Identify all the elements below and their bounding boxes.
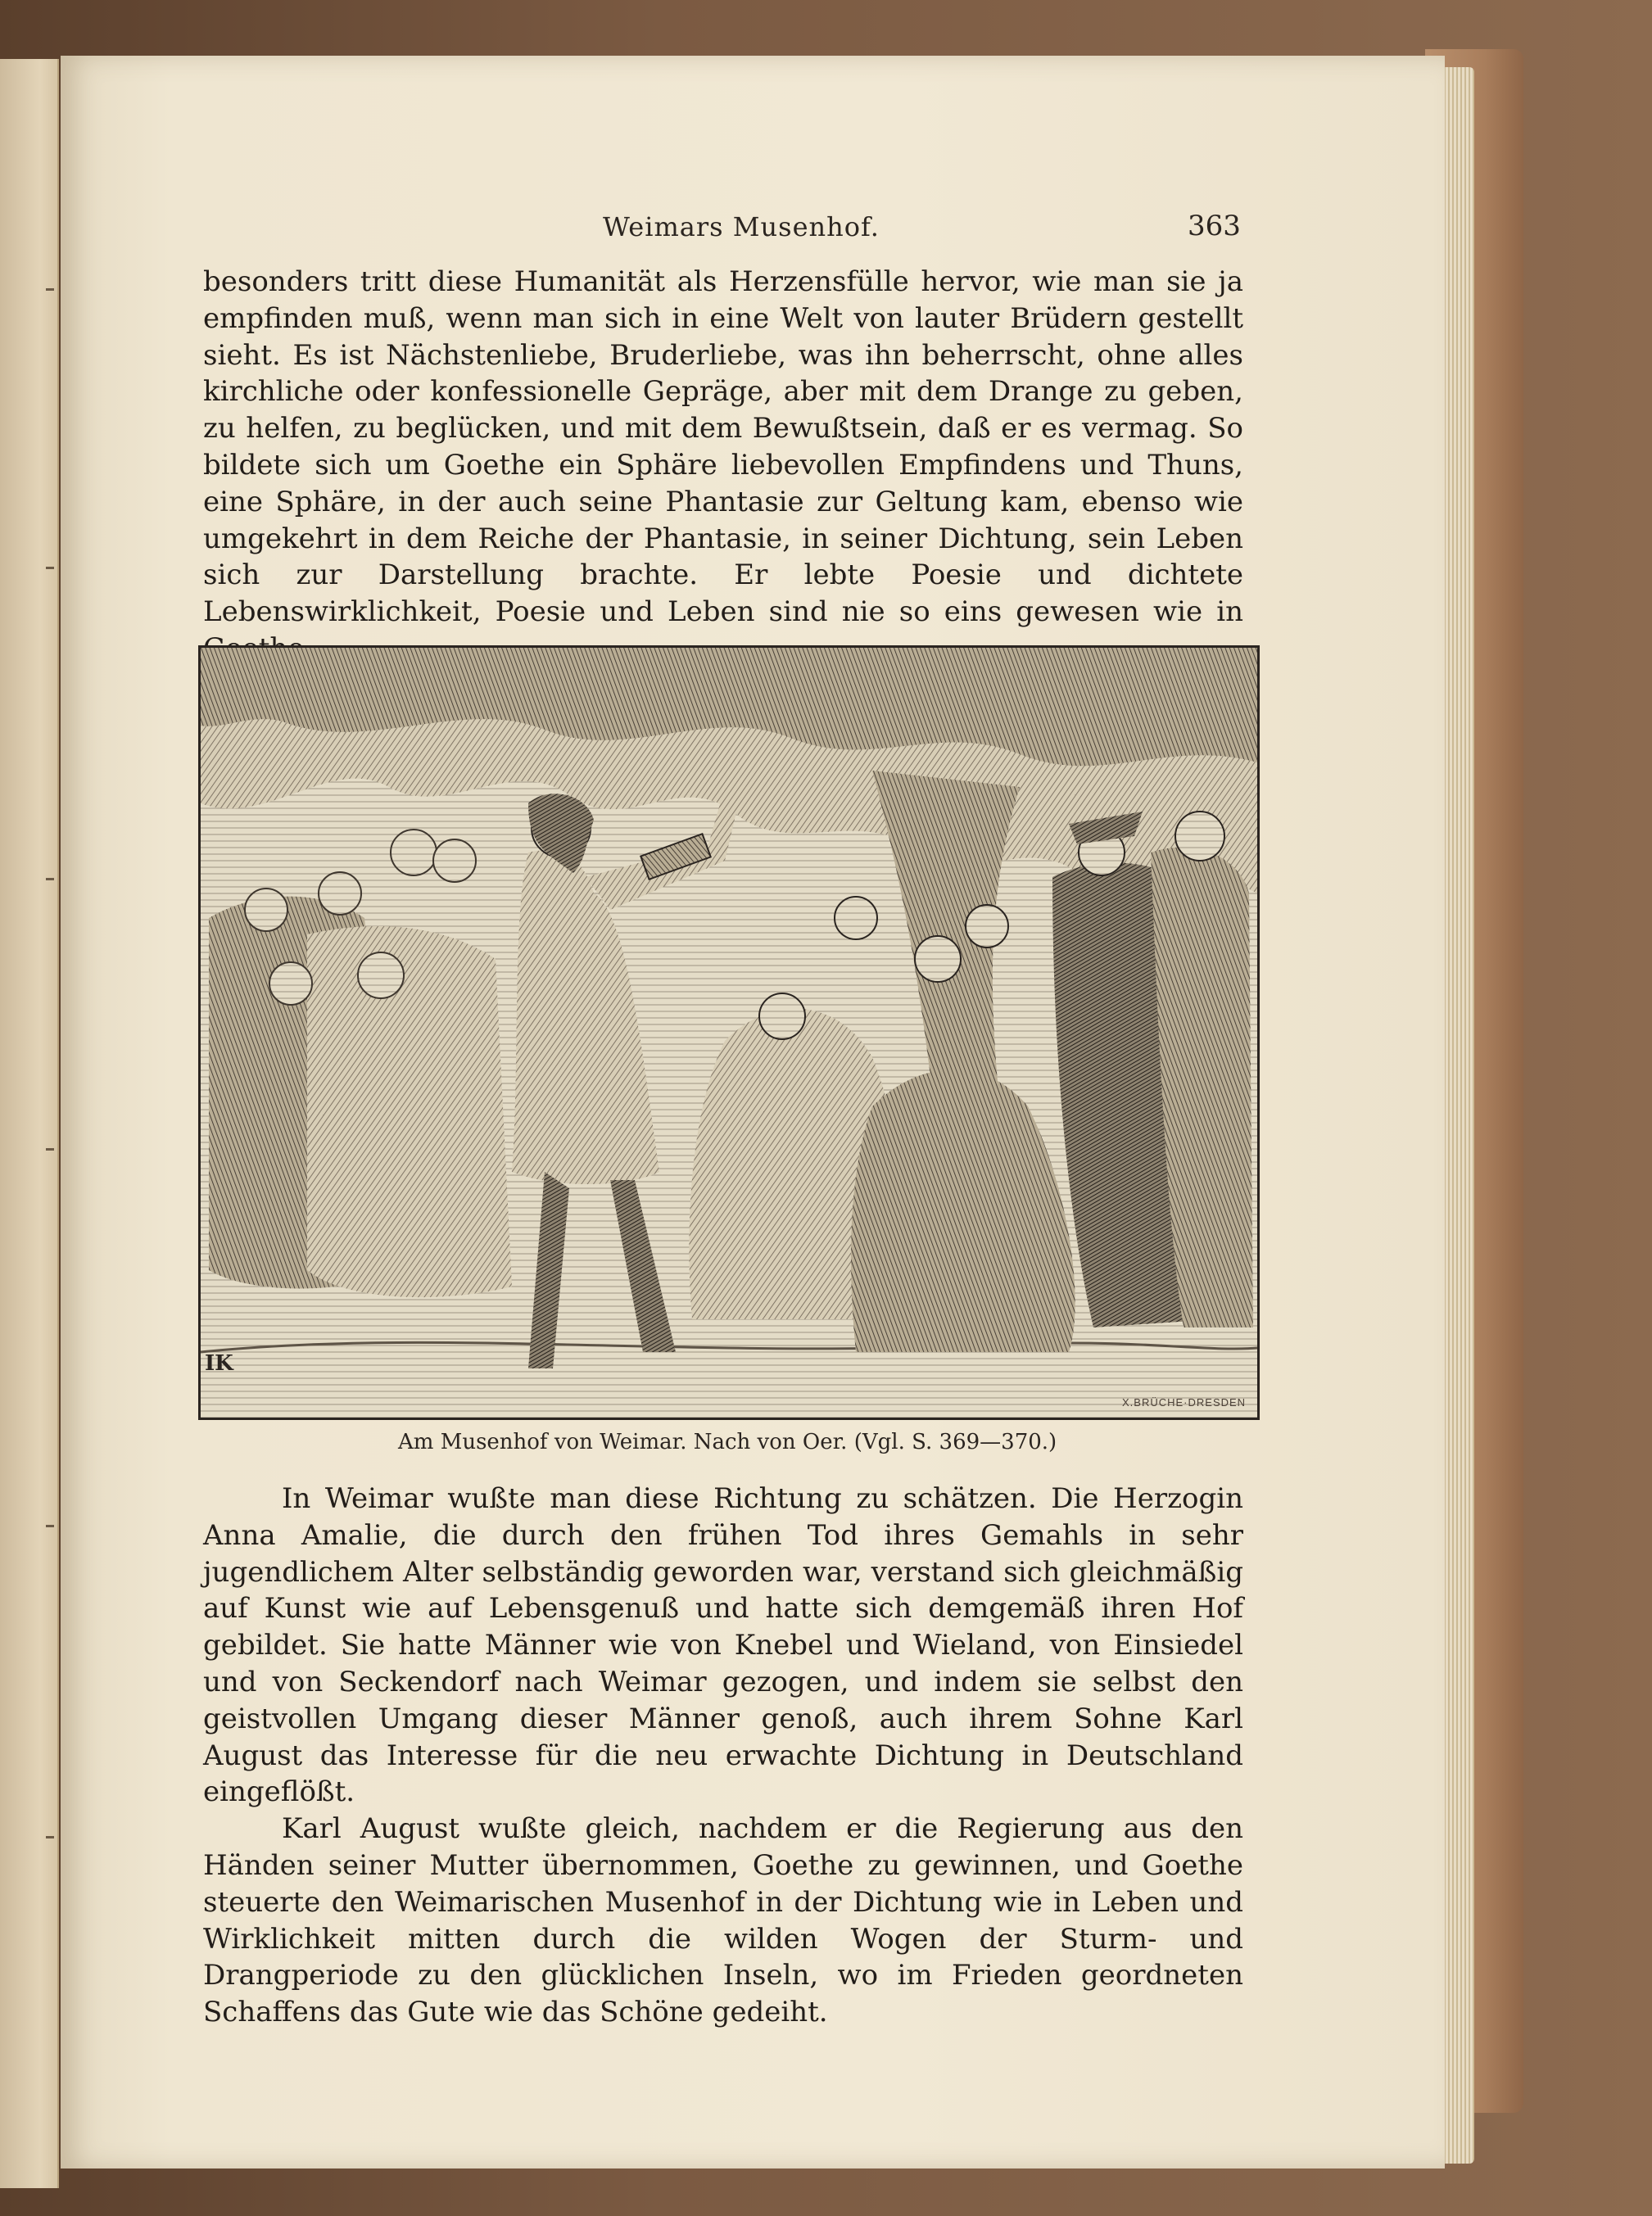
engraving-illustration — [198, 645, 1260, 1420]
binding-stitch — [46, 288, 54, 291]
artist-monogram: IK — [205, 1351, 233, 1376]
paragraph-1 — [203, 264, 1243, 667]
page-edges — [1442, 67, 1474, 2164]
engraver-mark: X.BRÜCHE·DRESDEN — [1122, 1396, 1247, 1409]
binding-stitch — [46, 1836, 54, 1838]
paragraph-text: besonders tritt diese Humanität als Herzensfülle hervor, wie man sie ja empfinden muß, wenn man sich in eine Welt von lauter Brüdern gestellt sieht. Es ist Nächstenliebe, Bruderliebe, was ihn beherrscht, ohne alles kirchliche oder konfessionelle Gepräge, aber mit dem Drange zu geben, zu helfen, zu beglücken, und mit dem Bewußtsein, daß er es vermag. So bildete sich um Goethe ein Sphäre liebevollen Empfindens und Thuns, eine Sphäre, in der auch seine Phantasie zur Geltung kam, ebenso wie umgekehrt in dem Reiche der Phantasie, in seiner Dichtung, sein Leben sich zur Darstellung brachte. Er lebte Poesie und dichtete Lebenswirklichkeit, Poesie und Leben sind nie so eins gewesen wie in — [203, 265, 1243, 629]
binding-stitch — [46, 567, 54, 569]
paragraph-2-3 — [203, 1481, 1243, 2031]
running-head: Weimars Musenhof. — [603, 211, 880, 242]
figure-caption: Am Musenhof von Weimar. Nach von Oer. (Vgl. S. 369—370.) — [398, 1430, 1057, 1454]
binding-stitch — [46, 1525, 54, 1527]
engraving-drawing — [201, 648, 1257, 1418]
paragraph-text: Karl August wußte gleich, nachdem er die Regierung aus den Händen seiner Mutter übernommen, Goethe zu gewinnen, und Goethe steuerte den Weimarischen Musenhof in der Dichtung wie in Leben und Wirklichkeit mitten durch die wilden Wogen der Sturm- und Drangperiode zu den glücklichen Inseln, wo im Frieden geordneten Schaffens das Gute wie das Schöne gedeiht. — [203, 1812, 1243, 2029]
binding-stitch — [46, 878, 54, 880]
paragraph-text: In Weimar wußte man diese Richtung zu schätzen. Die Herzogin Anna Amalie, die durch den frühen Tod ihres Gemahls in sehr jugendlichem Alter selbständig geworden war, verstand sich gleichmäßig auf Kunst wie auf Lebensgenuß und hatte sich demgemäß ihren Hof gebildet. Sie hatte Männer wie von Knebel und Wieland, von Einsiedel und von Seckendorf nach Weimar gezogen, und indem sie selbst den geistvollen Umgang dieser Männer genoß, auch ihrem Sohne Karl August das Interesse für die neu erwachte Dichtung in Deutschland eingeflößt. — [203, 1482, 1243, 1809]
binding-stitch — [46, 1148, 54, 1151]
page-number: 363 — [1188, 210, 1241, 242]
left-facing-page — [0, 59, 59, 2188]
